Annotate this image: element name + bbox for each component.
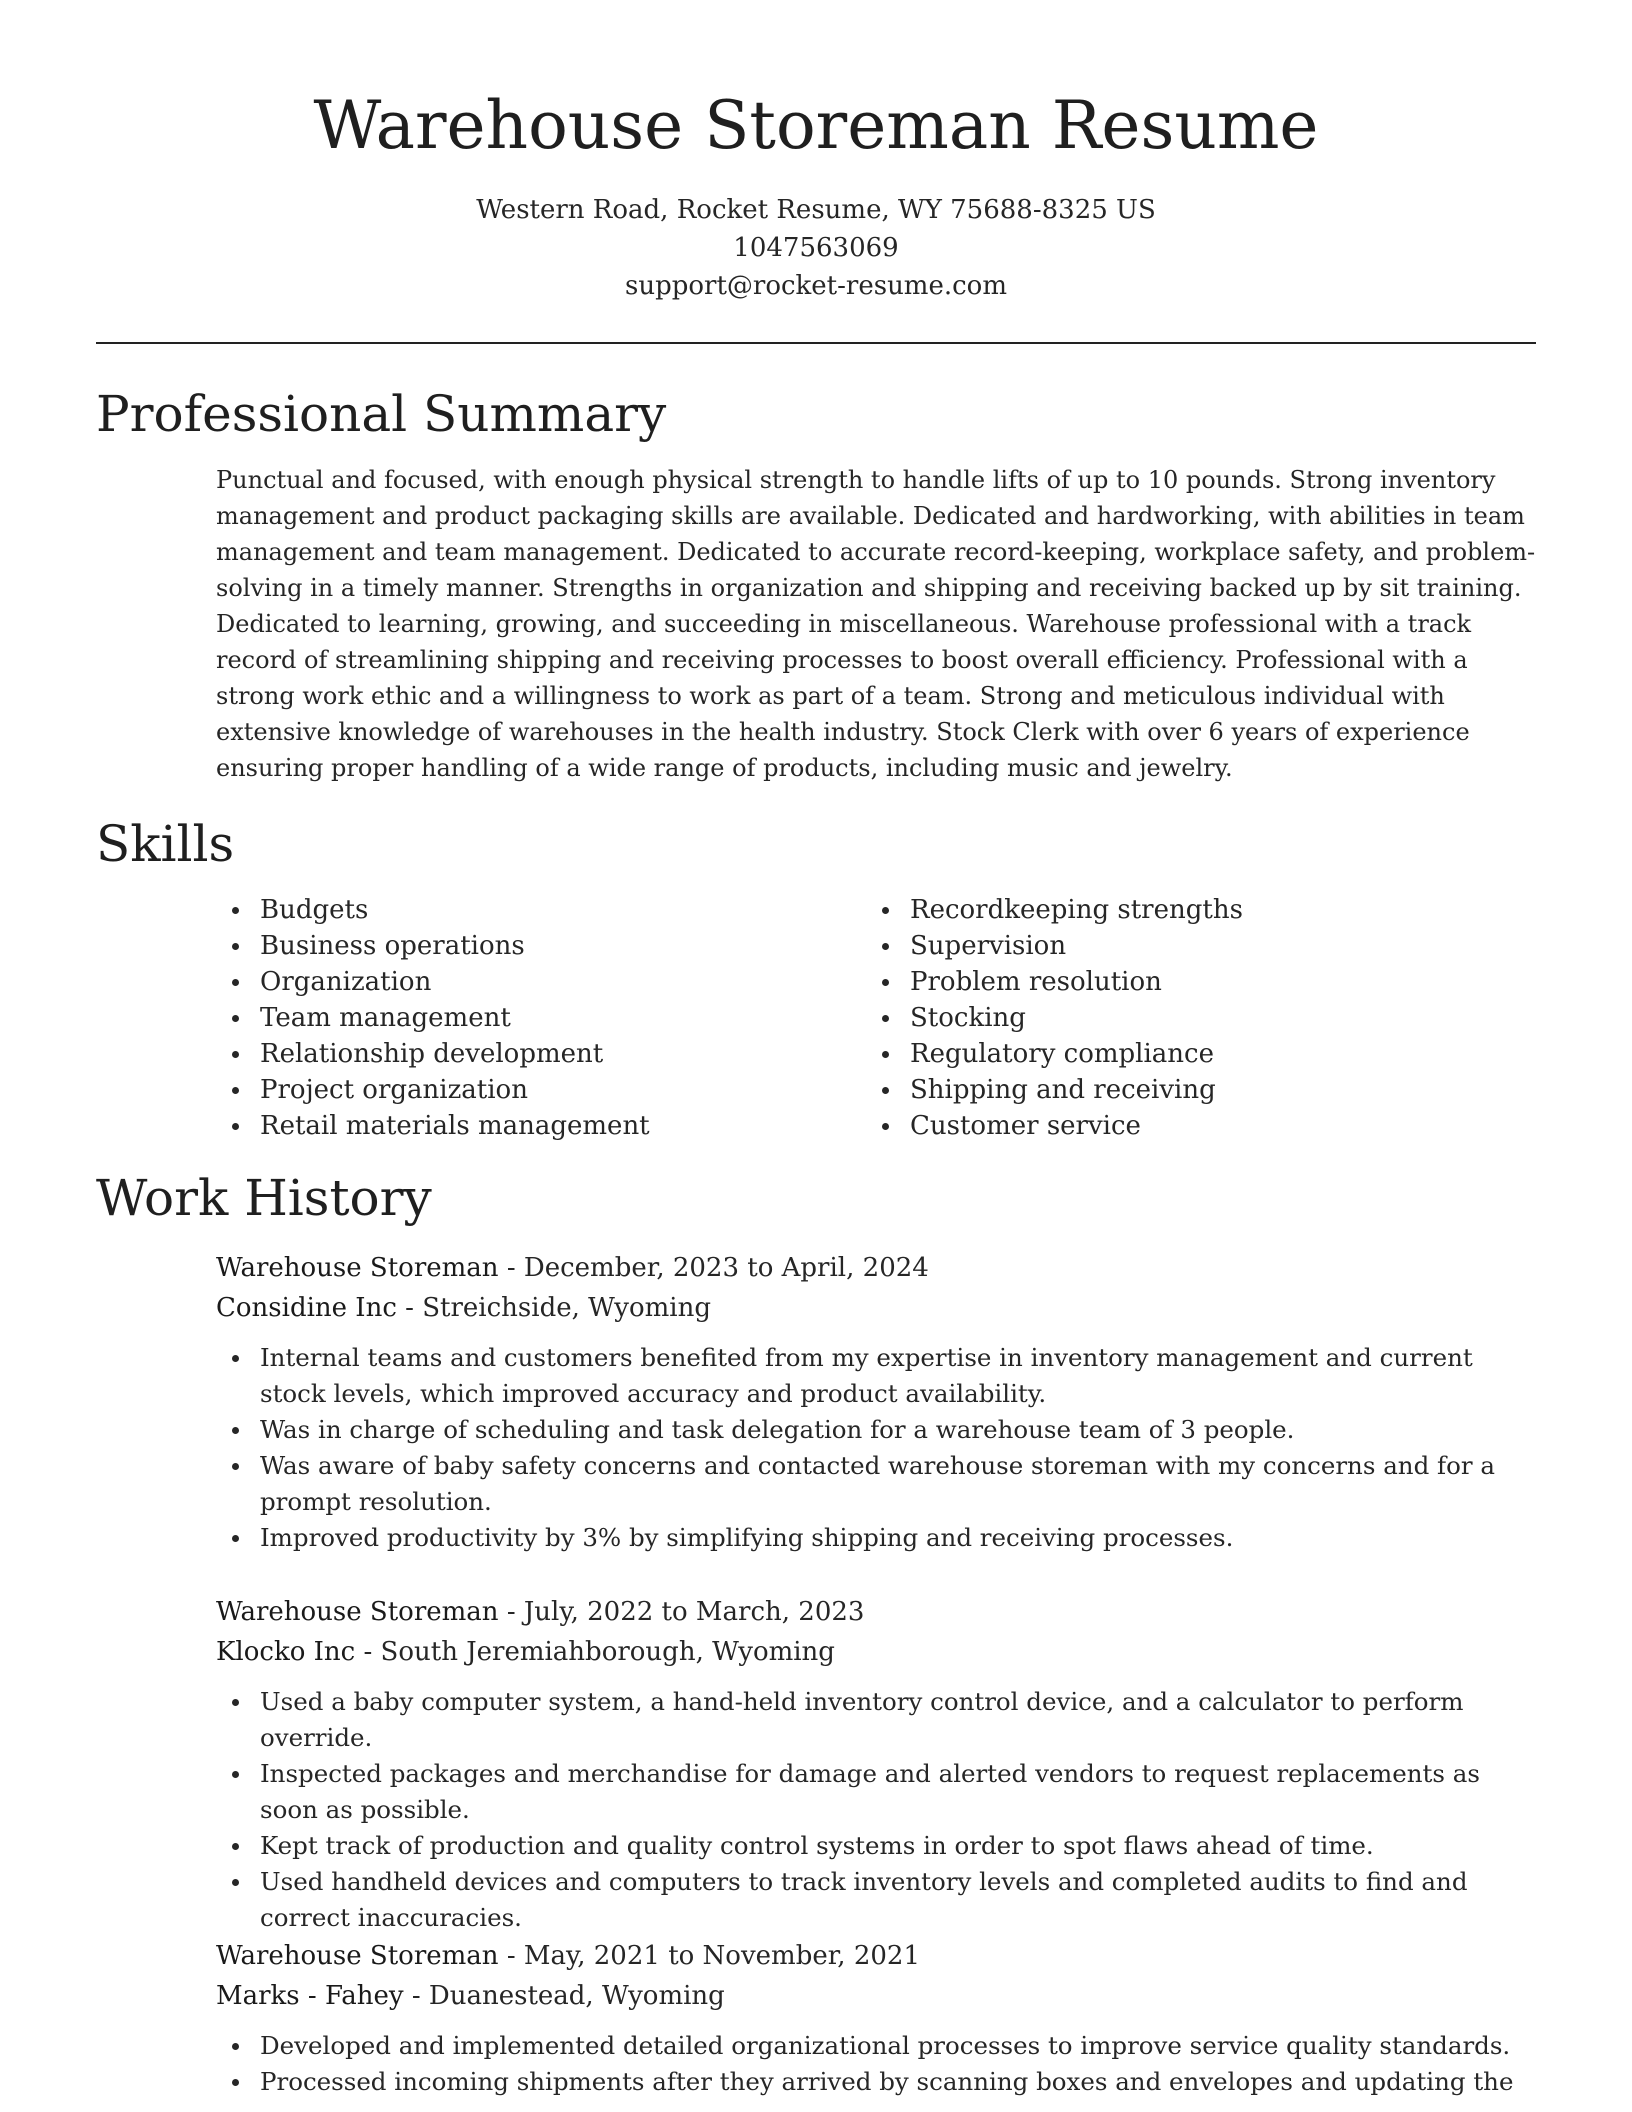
job-separator: - bbox=[405, 1293, 423, 1323]
skill-item: Organization bbox=[260, 964, 860, 1000]
job-separator: - bbox=[411, 1981, 429, 2011]
skill-item: Regulatory compliance bbox=[910, 1036, 1530, 1072]
skills-list-left bbox=[216, 892, 860, 1144]
job-company-line bbox=[216, 1288, 1536, 1328]
contact-email: support@rocket-resume.com bbox=[624, 271, 1007, 301]
skill-item: Business operations bbox=[260, 928, 860, 964]
job-bullet: Inspected packages and merchandise for damage and alerted vendors to request replacements as soon as possible. bbox=[260, 1756, 1536, 1828]
contact-block bbox=[0, 191, 1632, 305]
job-company: Considine Inc bbox=[216, 1293, 397, 1323]
skill-item: Team management bbox=[260, 1000, 860, 1036]
skill-item: Recordkeeping strengths bbox=[910, 892, 1530, 928]
job-title-line bbox=[216, 1592, 1536, 1632]
job-title: Warehouse Storeman bbox=[216, 1941, 499, 1971]
skill-item: Stocking bbox=[910, 1000, 1530, 1036]
job-company-line bbox=[216, 1976, 1536, 2016]
summary-text: Punctual and focused, with enough physical strength to handle lifts of up to 10 pounds. Strong inventory management and product packaging skills are available. Dedicated and hardworking, with abilities in team management and team management. Dedicated to accurate record-keeping, workplace safety, and problem-solving in a timely manner. Strengths in organization and shipping and receiving backed up by sit training. Dedicated to learning, growing, and succeeding in miscellaneous. Warehouse professional with a track record of streamlining shipping and receiving processes to boost overall efficiency. Professional with a strong work ethic and a willingness to work as part of a team. Strong and meticulous individual with extensive knowledge of warehouses in the health industry. Stock Clerk with over 6 years of experience ensuring proper handling of a wide range of products, including music and jewelry. bbox=[216, 466, 1536, 782]
job-location: Streichside, Wyoming bbox=[422, 1293, 711, 1323]
skills-heading: Skills bbox=[96, 815, 235, 873]
job-bullets bbox=[216, 1340, 1536, 1556]
job-title: Warehouse Storeman bbox=[216, 1253, 499, 1283]
job-entry bbox=[216, 1592, 1536, 1936]
skill-item: Budgets bbox=[260, 892, 860, 928]
contact-address: Western Road, Rocket Resume, WY 75688-8325 US bbox=[476, 195, 1156, 225]
job-bullet: Was in charge of scheduling and task delegation for a warehouse team of 3 people. bbox=[260, 1412, 1536, 1448]
job-dates: July, 2022 to March, 2023 bbox=[523, 1597, 865, 1627]
header-divider bbox=[96, 342, 1536, 344]
skill-item: Customer service bbox=[910, 1108, 1530, 1144]
job-separator: - bbox=[506, 1941, 524, 1971]
job-title: Warehouse Storeman bbox=[216, 1597, 499, 1627]
job-company-line bbox=[216, 1632, 1536, 1672]
job-entry bbox=[216, 1248, 1536, 1556]
skill-item: Relationship development bbox=[260, 1036, 860, 1072]
job-bullet: Was aware of baby safety concerns and contacted warehouse storeman with my concerns and for a prompt resolution. bbox=[260, 1448, 1536, 1520]
work-history-heading: Work History bbox=[96, 1169, 432, 1227]
job-dates: December, 2023 to April, 2024 bbox=[523, 1253, 929, 1283]
summary-heading: Professional Summary bbox=[96, 385, 667, 443]
job-bullets bbox=[216, 1684, 1536, 1936]
skill-item: Supervision bbox=[910, 928, 1530, 964]
job-bullet: Used handheld devices and computers to track inventory levels and completed audits to find and correct inaccuracies. bbox=[260, 1864, 1536, 1936]
job-bullet: Kept track of production and quality control systems in order to spot flaws ahead of time. bbox=[260, 1828, 1536, 1864]
job-dates: May, 2021 to November, 2021 bbox=[523, 1941, 920, 1971]
skill-item: Retail materials management bbox=[260, 1108, 860, 1144]
contact-phone: 1047563069 bbox=[733, 233, 899, 263]
job-bullets bbox=[216, 2028, 1536, 2100]
job-bullet: Used a baby computer system, a hand-held inventory control device, and a calculator to perform override. bbox=[260, 1684, 1536, 1756]
job-bullet: Developed and implemented detailed organizational processes to improve service quality standards. bbox=[260, 2028, 1536, 2064]
job-location: South Jeremiahborough, Wyoming bbox=[380, 1637, 835, 1667]
job-bullet: Internal teams and customers benefited from my expertise in inventory management and current stock levels, which improved accuracy and product availability. bbox=[260, 1340, 1536, 1412]
job-separator: - bbox=[363, 1637, 381, 1667]
job-location: Duanestead, Wyoming bbox=[428, 1981, 725, 2011]
skills-list-right bbox=[866, 892, 1530, 1144]
job-entry bbox=[216, 1936, 1536, 2100]
job-bullet: Improved productivity by 3% by simplifying shipping and receiving processes. bbox=[260, 1520, 1536, 1556]
skill-item: Shipping and receiving bbox=[910, 1072, 1530, 1108]
job-separator: - bbox=[506, 1597, 524, 1627]
job-title-line bbox=[216, 1248, 1536, 1288]
resume-title: Warehouse Storeman Resume bbox=[313, 87, 1319, 164]
skill-item: Project organization bbox=[260, 1072, 860, 1108]
job-separator: - bbox=[506, 1253, 524, 1283]
job-bullet: Processed incoming shipments after they arrived by scanning boxes and envelopes and updating the bbox=[260, 2064, 1536, 2100]
skill-item: Problem resolution bbox=[910, 964, 1530, 1000]
job-company: Klocko Inc bbox=[216, 1637, 356, 1667]
job-company: Marks - Fahey bbox=[216, 1981, 404, 2011]
job-title-line bbox=[216, 1936, 1536, 1976]
